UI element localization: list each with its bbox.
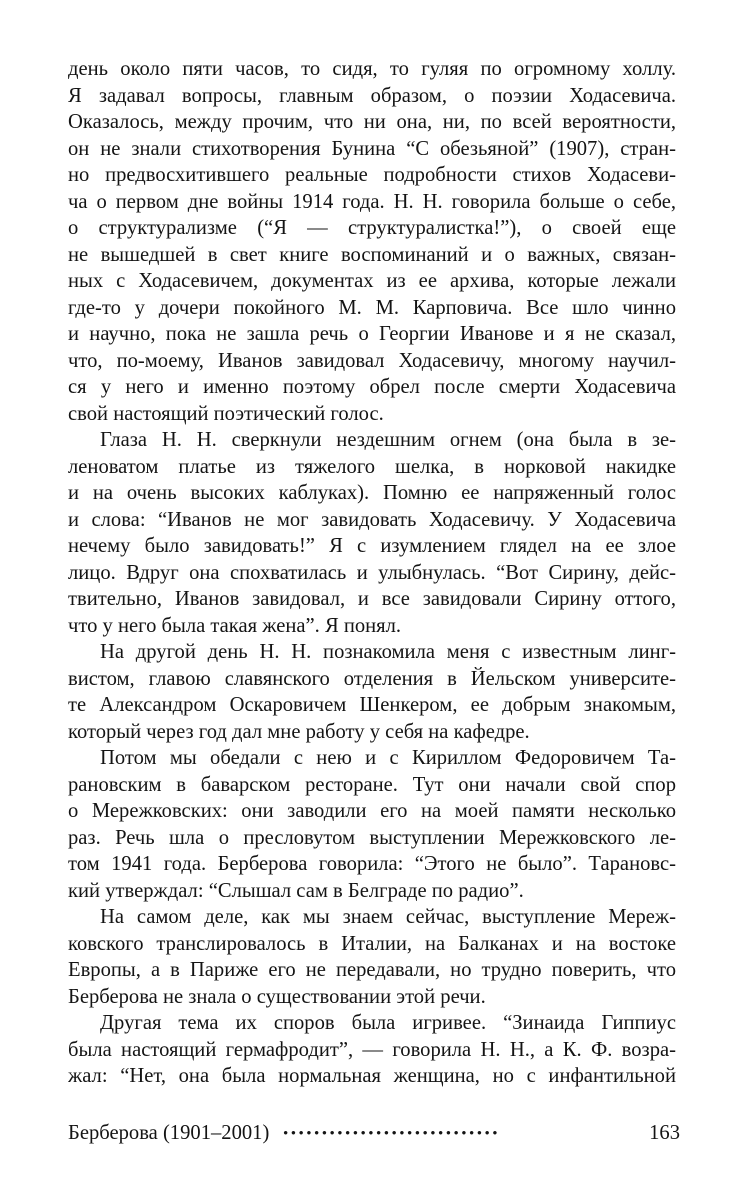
text-line: Я задавал вопросы, главным образом, о поэзии Ходасевича. [68,84,676,107]
text-line: Глаза Н. Н. сверкнули нездешним огнем (она была в зе- [100,429,676,451]
text-line: не вышедшей в свет книге воспоминаний и о важных, связан- [68,243,676,266]
text-line: те Александром Оскаровичем Шенкером, ее добрым знакомым, [68,694,676,716]
text-line: что, по-моему, Иванов завидовал Ходасевичу, многому научил- [68,349,676,372]
text-line: и слова: “Иванов не мог завидовать Ходасевичу. У Ходасевича [68,508,676,531]
text-line: что у него была такая жена”. Я понял. [68,614,402,637]
text-line: ча о первом дне войны 1914 года. Н. Н. говорила больше о себе, [68,190,676,213]
text-line: Оказалось, между прочим, что ни она, ни, по всей вероятности, [68,111,676,133]
text-line: Другая тема их споров была игривее. “Зинаида Гиппиус [100,1012,676,1034]
text-line: Потом мы обедали с нею и с Кириллом Федоровичем Та- [100,747,676,769]
paragraph [68,904,676,1010]
text-line: о Мережковских: они заводили его на моей памяти несколько [68,800,676,822]
paragraph [68,427,676,639]
paragraph [68,745,676,904]
text-line: рановским в баварском ресторане. Тут они начали свой спор [68,773,676,796]
text-line: свой настоящий поэтический голос. [68,402,384,425]
text-line: Европы, а в Париже его не передавали, но трудно поверить, что [68,959,676,981]
text-line: ковского транслировалось в Италии, на Балканах и на востоке [68,932,676,955]
text-line: который через год дал мне работу у себя на кафедре. [68,720,530,743]
running-title: Берберова (1901–2001) [68,1121,270,1144]
text-line: ных с Ходасевичем, документах из ее архива, которые лежали [68,270,676,292]
page-footer [68,1118,680,1148]
text-line: где-то у дочери покойного М. М. Карповича. Все шло чинно [68,296,676,319]
text-line: о структурализме (“Я — структуралистка!”), о своей еще [68,217,676,239]
text-line: жал: “Нет, она была нормальная женщина, но с инфантильной [68,1065,676,1087]
text-line: лицо. Вдруг она спохватилась и улыбнулась. “Вот Сирину, дейс- [68,561,676,584]
text-line: он не знали стихотворения Бунина “С обезьяной” (1907), стран- [68,137,676,160]
text-line: Берберова не знала о существовании этой речи. [68,985,486,1008]
dot-leader: •••••••••••••••••••••••••••• [283,1125,501,1140]
text-line: На другой день Н. Н. познакомила меня с известным линг- [100,641,676,663]
text-line: раз. Речь шла о пресловутом выступлении Мережковского ле- [68,826,676,849]
text-line: ся у него и именно поэтому обрел после смерти Ходасевича [68,376,676,398]
text-line: леноватом платье из тяжелого шелка, в норковой накидке [68,455,676,478]
text-line: и научно, пока не зашла речь о Георгии Иванове и я не сказал, [68,323,676,345]
text-line: и на очень высоких каблуках). Помню ее напряженный голос [68,482,676,504]
page-number: 163 [649,1121,680,1144]
paragraph [68,56,676,427]
text-line: На самом деле, как мы знаем сейчас, выступление Мереж- [100,906,676,928]
text-line: была настоящий гермафродит”, — говорила Н. Н., а К. Ф. возра- [68,1038,676,1061]
body-text [68,56,676,1090]
text-line: том 1941 года. Берберова говорила: “Этого не было”. Тарановс- [68,853,676,875]
text-line: но предвосхитившего реальные подробности стихов Ходасеви- [68,164,676,186]
text-line: твительно, Иванов завидовал, и все завидовали Сирину оттого, [68,588,676,610]
text-line: нечему было завидовать!” Я с изумлением глядел на ее злое [68,535,676,557]
text-line: день около пяти часов, то сидя, то гуляя по огромному холлу. [68,58,676,80]
paragraph [68,1010,676,1090]
paragraph [68,639,676,745]
text-line: кий утверждал: “Слышал сам в Белграде по радио”. [68,879,524,902]
text-line: вистом, главою славянского отделения в Йельском университе- [68,667,676,690]
